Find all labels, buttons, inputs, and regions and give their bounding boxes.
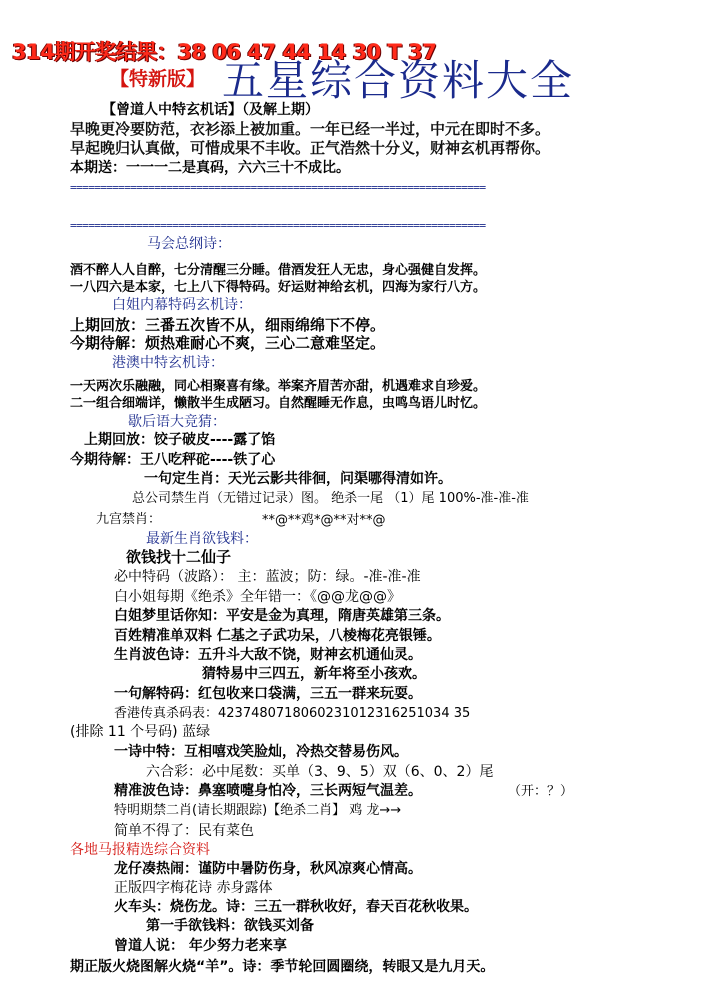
xiehouyu-line-2: 今期待解：王八吃秤砣----铁了心: [70, 452, 276, 468]
gangao-line-1: 一天两次乐融融，同心相聚喜有缘。举案齐眉苦亦甜，机遇难求自珍爱。: [70, 379, 487, 394]
baixing-line: 百姓精准单双料 仁基之子武功呆，八棱梅花亮银锤。: [114, 628, 441, 644]
zhengban-sizi-line: 正版四字梅花诗 赤身露体: [114, 880, 273, 896]
jiugong-code: **@**鸡*@**对**@: [262, 513, 386, 528]
caite-line: 猜特易中三四五，新年将至小孩欢。: [202, 666, 426, 682]
baijie-line-2: 今期待解：烦热难耐心不爽，三心二意难坚定。: [70, 334, 386, 352]
jingzhun-bo-line: 精准波色诗：鼻塞喷嚏身怕冷，三长两短气温差。: [114, 783, 422, 799]
liuhe-line: 六合彩：必中尾数：买单（3、9、5）双（6、0、2）尾: [146, 764, 494, 780]
longzai-line: 龙仔凑热闹：谨防中暑防伤身，秋风凉爽心情高。: [114, 861, 422, 877]
zhengban-huoshao-line: 期正版火烧图解火烧“羊”。诗：季节轮回圆圈绕，转眼又是九月天。: [70, 959, 495, 975]
gangao-line-2: 二一组合细端详，懒散半生成陋习。自然醒睡无作息，虫鸣鸟语儿时忆。: [70, 396, 487, 411]
xiehouyu-title: 歇后语大竞猜：: [128, 414, 226, 430]
mahui-line-2: 一八四六是本家，七上八下得特码。好运财神给玄机，四海为家行八方。: [70, 280, 487, 295]
zuixin-line: 欲钱找十二仙子: [126, 548, 232, 566]
zengdaoren-shuo-line: 曾道人说： 年少努力老来享: [114, 938, 287, 954]
draw-result-banner: 314期开奖结果：38 06 47 44 14 30 T 37: [12, 40, 437, 64]
huochetou-line: 火车头：烧伤龙。诗：三五一群秋收好，春天百花秋收果。: [114, 899, 478, 915]
shengxiao-bo-line: 生肖波色诗：五升斗大敌不饶，财神玄机通仙灵。: [114, 647, 422, 663]
gangao-title: 港澳中特玄机诗：: [112, 355, 224, 371]
xianggang-line: 香港传真杀码表：4237480718060231012316251034 35: [114, 706, 471, 721]
edition-tag: 【特新版】: [110, 68, 206, 90]
teming-line: 特明期禁二肖(请长期跟踪)【绝杀二肖】 鸡 龙→→: [114, 803, 402, 818]
mahui-line-1: 酒不醉人人自醉，七分清醒三分睡。借酒发狂人无忠，身心强健自发挥。: [70, 263, 487, 278]
baijie-line-1: 上期回放：三番五次皆不从，细雨绵绵下不停。: [70, 316, 386, 334]
yijujie-line: 一句解特码：红包收来口袋满，三五一群来玩耍。: [114, 686, 422, 702]
zengdao-line-1: 早晚更冷要防范，衣衫添上被加重。一年已经一半过，中元在即时不多。: [70, 120, 551, 138]
zengdao-title: 【曾道人中特玄机话】（及解上期）: [102, 102, 319, 118]
page-title: 五星综合资料大全: [222, 56, 575, 105]
separator: =====================================================================: [70, 219, 486, 232]
kai-label: （开：？）: [508, 784, 574, 799]
jiugong-label: 九宫禁肖：: [96, 512, 162, 527]
separator: =====================================================================: [70, 181, 486, 194]
baijie-meng-line: 白姐梦里话你知：平安是金为真理，隋唐英雄第三条。: [114, 608, 450, 624]
baijie-title: 白姐内幕特码玄机诗：: [112, 297, 252, 313]
yiju-dingshengxiao: 一句定生肖：天光云影共徘徊，问渠哪得清如许。: [144, 471, 452, 487]
zengdao-line-2: 早起晚归认真做，可惜成果不丰收。正气浩然十分义，财神玄机再帮你。: [70, 139, 551, 157]
paichu-line: (排除 11 个号码) 蓝绿: [70, 724, 211, 740]
baixiaojie-line: 白小姐每期《绝杀》全年错一：《@@龙@@》: [114, 589, 401, 605]
zonggongsi-line: 总公司禁生肖（无错过记录）图。 绝杀一尾 （1）尾 100%-准-准-准: [132, 491, 529, 506]
gedi-title: 各地马报精选综合资料: [70, 842, 210, 858]
mahui-title: 马会总纲诗：: [147, 236, 231, 252]
bizhong-line: 必中特码（波路）： 主：蓝波；防：绿。-准-准-准: [114, 569, 421, 585]
xiehouyu-line-1: 上期回放：饺子破皮----露了馅: [84, 432, 276, 448]
yishi-line: 一诗中特：互相嘻戏笑脸灿，冷热交替易伤风。: [114, 744, 408, 760]
zengdao-line-3: 本期送：一一一二是真码，六六三十不成比。: [70, 160, 350, 176]
zuixin-title: 最新生肖欲钱料：: [146, 531, 258, 547]
jiandan-line: 简单不得了：民有菜色: [114, 823, 254, 839]
diyishou-line: 第一手欲钱料：欲钱买刘备: [146, 918, 314, 934]
